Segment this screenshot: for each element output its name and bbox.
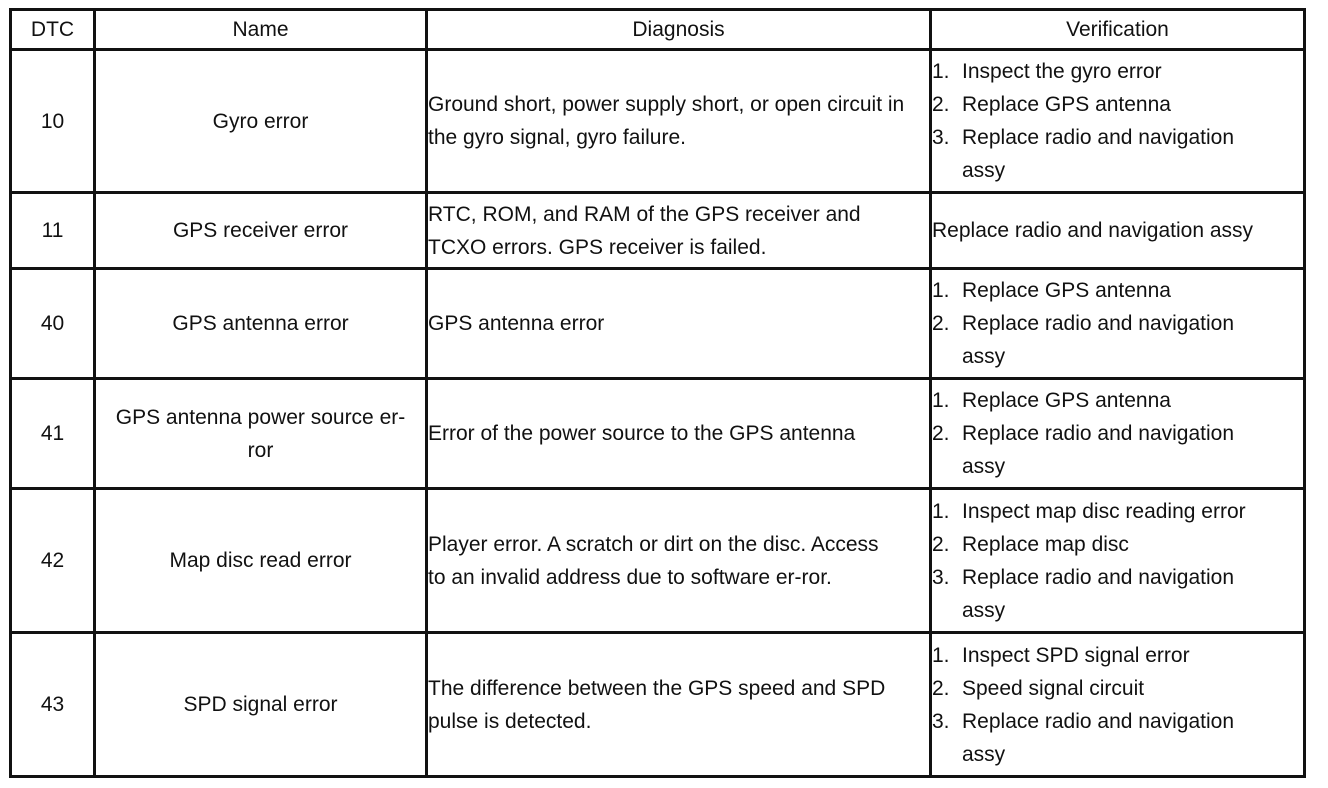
name-cell bbox=[95, 489, 427, 633]
step-number: 2. bbox=[932, 532, 950, 556]
name-text: Gyro error bbox=[212, 109, 309, 133]
step-number: 1. bbox=[932, 389, 950, 412]
table-header-row bbox=[11, 10, 1305, 50]
step-text: Replace GPS antenna bbox=[962, 279, 1171, 302]
step-number: 2. bbox=[932, 676, 950, 700]
diagnosis-text: GPS antenna error bbox=[428, 312, 605, 335]
diagnosis-cell bbox=[427, 193, 931, 269]
verification-step bbox=[932, 307, 1303, 373]
step-text: Speed signal circuit bbox=[962, 676, 1145, 700]
diagnosis-text: RTC, ROM, and RAM of the GPS receiver and TCXO errors. GPS receiver is failed. bbox=[428, 202, 861, 259]
verification-steps bbox=[932, 274, 1303, 373]
name-cell bbox=[95, 50, 427, 193]
diagnosis-text: Ground short, power supply short, or open circuit in the gyro signal, gyro failure. bbox=[428, 93, 905, 149]
step-number: 1. bbox=[932, 643, 950, 667]
step-text: Replace radio and navigation assy bbox=[962, 709, 1235, 766]
table-row bbox=[11, 50, 1305, 193]
verification-cell bbox=[931, 489, 1305, 633]
dtc-code-cell: 40 bbox=[11, 269, 95, 379]
header-diagnosis: Diagnosis bbox=[427, 10, 931, 50]
dtc-table bbox=[9, 8, 1306, 778]
step-number: 1. bbox=[932, 60, 950, 83]
verification-cell bbox=[931, 50, 1305, 193]
name-text: SPD signal error bbox=[183, 693, 338, 716]
dtc-code-cell: 43 bbox=[11, 633, 95, 777]
name-text: GPS antenna error bbox=[172, 312, 349, 335]
verification-steps bbox=[932, 495, 1303, 627]
verification-step bbox=[932, 495, 1303, 528]
step-number: 1. bbox=[932, 279, 950, 302]
diagnosis-text: The difference between the GPS speed and SPD pulse is detected. bbox=[428, 676, 886, 733]
table-row bbox=[11, 269, 1305, 379]
verification-step bbox=[932, 121, 1303, 187]
diagnosis-cell bbox=[427, 269, 931, 379]
name-text: Map disc read error bbox=[169, 549, 352, 572]
verification-steps bbox=[932, 55, 1303, 187]
verification-step bbox=[932, 672, 1303, 705]
verification-steps bbox=[932, 639, 1303, 771]
dtc-code-cell: 10 bbox=[11, 50, 95, 193]
verification-step bbox=[932, 705, 1303, 771]
step-number: 3. bbox=[932, 565, 950, 589]
verification-text: Replace radio and navigation assy bbox=[932, 219, 1254, 242]
step-text: Replace map disc bbox=[962, 532, 1129, 556]
verification-step bbox=[932, 417, 1303, 483]
name-cell bbox=[95, 269, 427, 379]
name-cell bbox=[95, 379, 427, 489]
table-row bbox=[11, 489, 1305, 633]
step-text: Replace radio and navigation assy bbox=[962, 312, 1235, 368]
step-text: Inspect the gyro error bbox=[962, 60, 1162, 83]
verification-step bbox=[932, 88, 1303, 121]
step-text: Inspect map disc reading error bbox=[962, 499, 1246, 523]
name-cell bbox=[95, 193, 427, 269]
step-text: Replace radio and navigation assy bbox=[962, 565, 1235, 622]
diagnosis-cell bbox=[427, 633, 931, 777]
verification-cell bbox=[931, 193, 1305, 269]
step-number: 2. bbox=[932, 93, 950, 116]
step-number: 2. bbox=[932, 312, 950, 335]
step-text: Replace radio and navigation assy bbox=[962, 126, 1235, 182]
step-number: 3. bbox=[932, 709, 950, 733]
step-text: Inspect SPD signal error bbox=[962, 643, 1190, 667]
diagnosis-cell bbox=[427, 489, 931, 633]
step-text: Replace radio and navigation assy bbox=[962, 422, 1235, 478]
diagnosis-cell bbox=[427, 50, 931, 193]
step-number: 2. bbox=[932, 422, 950, 445]
verification-step bbox=[932, 639, 1303, 672]
diagnosis-cell bbox=[427, 379, 931, 489]
header-name: Name bbox=[95, 10, 427, 50]
verification-step bbox=[932, 274, 1303, 307]
verification-step bbox=[932, 561, 1303, 627]
table-row bbox=[11, 633, 1305, 777]
dtc-code-cell: 41 bbox=[11, 379, 95, 489]
verification-step bbox=[932, 528, 1303, 561]
verification-cell bbox=[931, 269, 1305, 379]
verification-step bbox=[932, 384, 1303, 417]
header-dtc: DTC bbox=[11, 10, 95, 50]
step-number: 1. bbox=[932, 499, 950, 523]
diagnosis-text: Error of the power source to the GPS antenna bbox=[428, 422, 856, 445]
verification-steps bbox=[932, 384, 1303, 483]
diagnosis-text: Player error. A scratch or dirt on the disc. Access to an invalid address due to software er-ror. bbox=[428, 532, 879, 589]
name-text: GPS antenna power source er-ror bbox=[115, 405, 406, 462]
name-text: GPS receiver error bbox=[172, 219, 349, 242]
dtc-code-cell: 42 bbox=[11, 489, 95, 633]
step-text: Replace GPS antenna bbox=[962, 389, 1171, 412]
verification-cell bbox=[931, 379, 1305, 489]
table-row bbox=[11, 193, 1305, 269]
name-cell bbox=[95, 633, 427, 777]
dtc-code-cell: 11 bbox=[11, 193, 95, 269]
step-number: 3. bbox=[932, 126, 950, 149]
verification-cell bbox=[931, 633, 1305, 777]
table-row bbox=[11, 379, 1305, 489]
header-verification: Verification bbox=[931, 10, 1305, 50]
step-text: Replace GPS antenna bbox=[962, 93, 1171, 116]
verification-step bbox=[932, 55, 1303, 88]
